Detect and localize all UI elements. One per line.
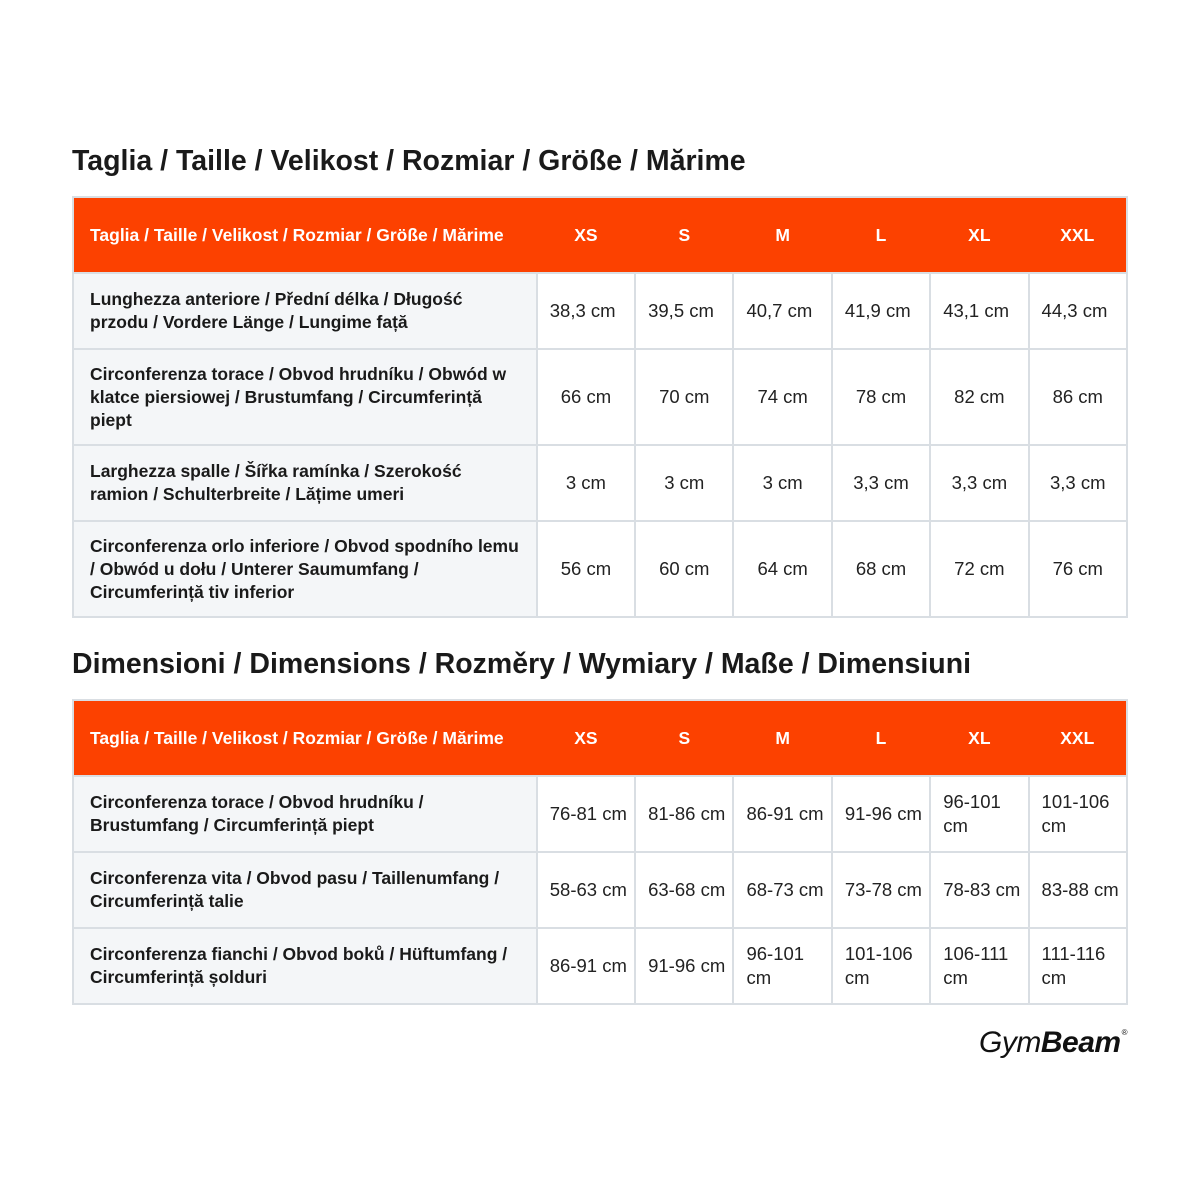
size-table-header-s: S: [635, 197, 733, 273]
registered-mark: ®: [1121, 1028, 1127, 1037]
table-cell: 111-116 cm: [1029, 928, 1127, 1004]
table-cell: 64 cm: [733, 521, 831, 617]
table-cell: 86 cm: [1029, 349, 1127, 445]
dimensions-table-header-m: M: [733, 700, 831, 776]
table-cell: 96-101 cm: [733, 928, 831, 1004]
size-table-title: Taglia / Taille / Velikost / Rozmiar / Größe / Mărime: [72, 145, 746, 177]
table-row: [73, 852, 1127, 928]
table-row: [73, 445, 1127, 521]
table-cell: 3 cm: [635, 445, 733, 521]
size-table-header-m: M: [733, 197, 831, 273]
size-table-header-row: [73, 197, 1127, 273]
table-cell: 101-106 cm: [832, 928, 930, 1004]
table-cell: 86-91 cm: [733, 776, 831, 852]
table-cell: 72 cm: [930, 521, 1028, 617]
row-label: Circonferenza fianchi / Obvod boků / Hüftumfang / Circumferință șolduri: [73, 928, 537, 1004]
size-table: [72, 196, 1128, 618]
dimensions-table: [72, 699, 1128, 1005]
size-table-header-xxl: XXL: [1029, 197, 1127, 273]
table-cell: 39,5 cm: [635, 273, 733, 349]
size-table-header-xl: XL: [930, 197, 1028, 273]
dimensions-table-header-xxl: XXL: [1029, 700, 1127, 776]
dimensions-table-header-xs: XS: [537, 700, 635, 776]
table-cell: 63-68 cm: [635, 852, 733, 928]
table-cell: 3 cm: [733, 445, 831, 521]
logo-text-beam: Beam: [1040, 1026, 1121, 1059]
table-row: [73, 349, 1127, 445]
table-cell: 3,3 cm: [832, 445, 930, 521]
table-cell: 70 cm: [635, 349, 733, 445]
table-cell: 60 cm: [635, 521, 733, 617]
table-cell: 91-96 cm: [635, 928, 733, 1004]
table-cell: 78 cm: [832, 349, 930, 445]
logo-text-gym: Gym: [979, 1026, 1041, 1059]
size-table-header-xs: XS: [537, 197, 635, 273]
table-cell: 68 cm: [832, 521, 930, 617]
row-label: Circonferenza orlo inferiore / Obvod spodního lemu / Obwód u dołu / Unterer Saumumfang / Circumferință tiv inferior: [73, 521, 537, 617]
dimensions-table-header-l: L: [832, 700, 930, 776]
table-cell: 91-96 cm: [832, 776, 930, 852]
table-cell: 81-86 cm: [635, 776, 733, 852]
table-cell: 38,3 cm: [537, 273, 635, 349]
table-cell: 3 cm: [537, 445, 635, 521]
table-cell: 40,7 cm: [733, 273, 831, 349]
table-row: [73, 273, 1127, 349]
dimensions-table-header-label: Taglia / Taille / Velikost / Rozmiar / Größe / Mărime: [73, 700, 537, 776]
table-cell: 3,3 cm: [930, 445, 1028, 521]
row-label: Circonferenza torace / Obvod hrudníku / Obwód w klatce piersiowej / Brustumfang / Circumferință piept: [73, 349, 537, 445]
row-label: Larghezza spalle / Šířka ramínka / Szerokość ramion / Schulterbreite / Lățime umeri: [73, 445, 537, 521]
table-row: [73, 521, 1127, 617]
table-cell: 56 cm: [537, 521, 635, 617]
row-label: Lunghezza anteriore / Přední délka / Długość przodu / Vordere Länge / Lungime față: [73, 273, 537, 349]
dimensions-table-header-s: S: [635, 700, 733, 776]
size-table-header-label: Taglia / Taille / Velikost / Rozmiar / Größe / Mărime: [73, 197, 537, 273]
row-label: Circonferenza vita / Obvod pasu / Taillenumfang / Circumferință talie: [73, 852, 537, 928]
table-cell: 101-106 cm: [1029, 776, 1127, 852]
table-cell: 96-101 cm: [930, 776, 1028, 852]
table-cell: 76 cm: [1029, 521, 1127, 617]
table-cell: 58-63 cm: [537, 852, 635, 928]
row-label: Circonferenza torace / Obvod hrudníku / Brustumfang / Circumferință piept: [73, 776, 537, 852]
table-cell: 44,3 cm: [1029, 273, 1127, 349]
table-cell: 82 cm: [930, 349, 1028, 445]
table-cell: 74 cm: [733, 349, 831, 445]
dimensions-table-header-xl: XL: [930, 700, 1028, 776]
table-cell: 41,9 cm: [832, 273, 930, 349]
size-table-header-l: L: [832, 197, 930, 273]
table-cell: 76-81 cm: [537, 776, 635, 852]
gymbeam-logo: [979, 1026, 1127, 1062]
table-row: [73, 928, 1127, 1004]
table-row: [73, 776, 1127, 852]
table-cell: 68-73 cm: [733, 852, 831, 928]
table-cell: 106-111 cm: [930, 928, 1028, 1004]
dimensions-table-title: Dimensioni / Dimensions / Rozměry / Wymiary / Maße / Dimensiuni: [72, 648, 972, 680]
table-cell: 66 cm: [537, 349, 635, 445]
table-cell: 3,3 cm: [1029, 445, 1127, 521]
dimensions-table-header-row: [73, 700, 1127, 776]
table-cell: 78-83 cm: [930, 852, 1028, 928]
table-cell: 86-91 cm: [537, 928, 635, 1004]
table-cell: 43,1 cm: [930, 273, 1028, 349]
table-cell: 73-78 cm: [832, 852, 930, 928]
table-cell: 83-88 cm: [1029, 852, 1127, 928]
